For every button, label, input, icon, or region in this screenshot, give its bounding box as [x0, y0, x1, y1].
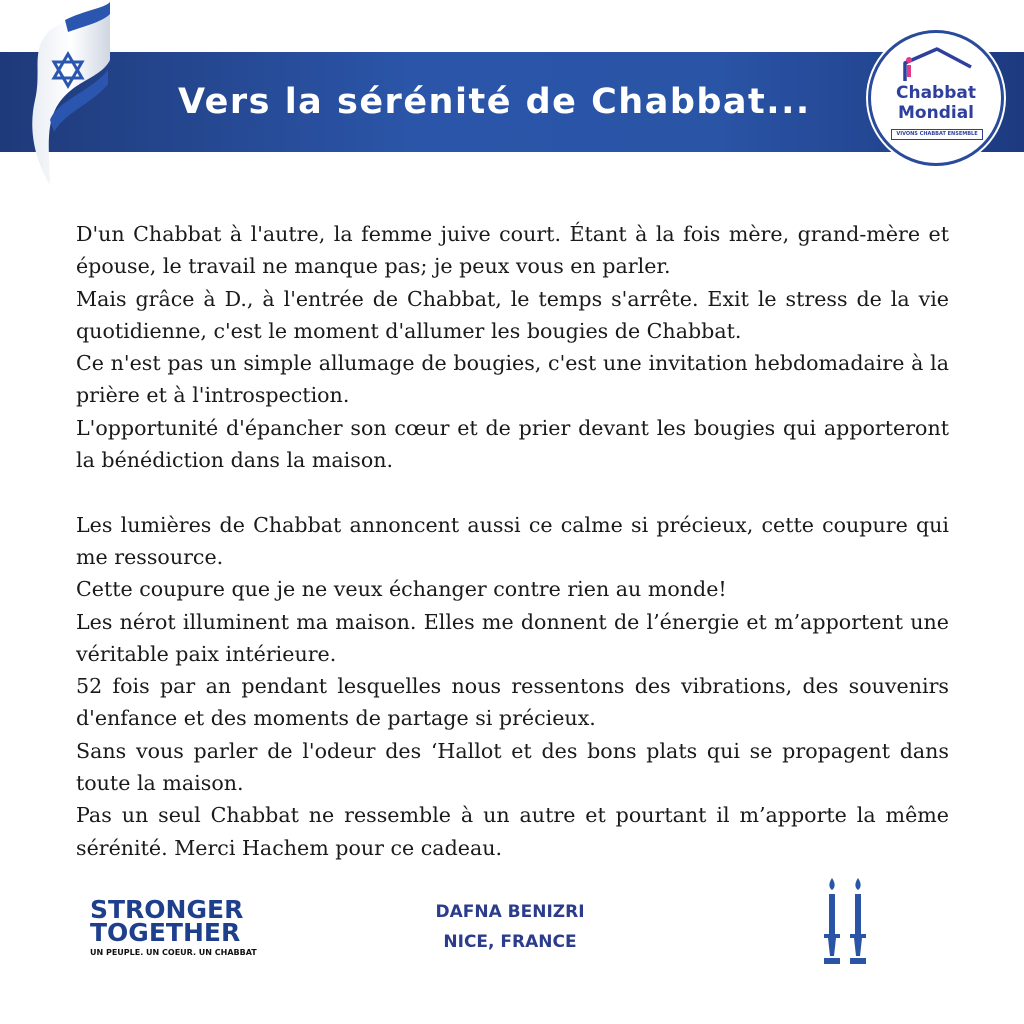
- shabbat-candles-icon: [818, 876, 872, 968]
- paragraph: Cette coupure que je ne veux échanger contre rien au monde!: [76, 577, 727, 602]
- logo-tagline: VIVONS CHABBAT ENSEMBLE: [891, 129, 983, 140]
- paragraph: Pas un seul Chabbat ne ressemble à un autre et pourtant il m’apporte la même sérénité. Merci Hachem pour ce cadeau.: [76, 803, 949, 860]
- logo-line-2: Mondial: [898, 103, 974, 123]
- paragraph: L'opportunité d'épancher son cœur et de prier devant les bougies qui apporteront la bénédiction dans la maison.: [76, 415, 949, 473]
- stronger-together-logo: [90, 897, 270, 959]
- page-title: Vers la sérénité de Chabbat...: [178, 82, 811, 122]
- israel-flag-icon: [10, 0, 120, 190]
- paragraph: Sans vous parler de l'odeur des ‘Hallot et des bons plats qui se propagent dans toute la maison.: [76, 738, 949, 796]
- paragraph: Mais grâce à D., à l'entrée de Chabbat, le temps s'arrête. Exit le stress de la vie quotidienne, c'est le moment d'allumer les bougies de Chabbat.: [76, 286, 949, 343]
- article-body: [76, 218, 949, 864]
- chabbat-mondial-logo: [868, 30, 1004, 166]
- author-block: [380, 897, 640, 957]
- together-text: TOGETHER: [90, 918, 241, 947]
- paragraph: 52 fois par an pendant lesquelles nous ressentons des vibrations, des souvenirs d'enfance et des moments de partage si précieux.: [76, 674, 949, 731]
- stronger-tagline: UN PEUPLE. UN COEUR. UN CHABBAT: [90, 948, 257, 957]
- paragraph: Les lumières de Chabbat annoncent aussi ce calme si précieux, cette coupure qui me ressource.: [76, 512, 949, 569]
- author-name: DAFNA BENIZRI: [435, 902, 585, 922]
- paragraph: Ce n'est pas un simple allumage de bougies, c'est une invitation hebdomadaire à la prière et à l'introspection.: [76, 351, 949, 408]
- logo-line-1: Chabbat: [896, 83, 976, 103]
- paragraph-gap: [76, 476, 949, 508]
- paragraph: Les nérot illuminent ma maison. Elles me donnent de l’énergie et m’apportent une véritable paix intérieure.: [76, 609, 949, 666]
- author-location: NICE, FRANCE: [443, 932, 577, 952]
- paragraph: D'un Chabbat à l'autre, la femme juive court. Étant à la fois mère, grand-mère et épouse, le travail ne manque pas; je peux vous en parler.: [76, 222, 949, 279]
- stronger-text: STRONGER: [90, 895, 244, 924]
